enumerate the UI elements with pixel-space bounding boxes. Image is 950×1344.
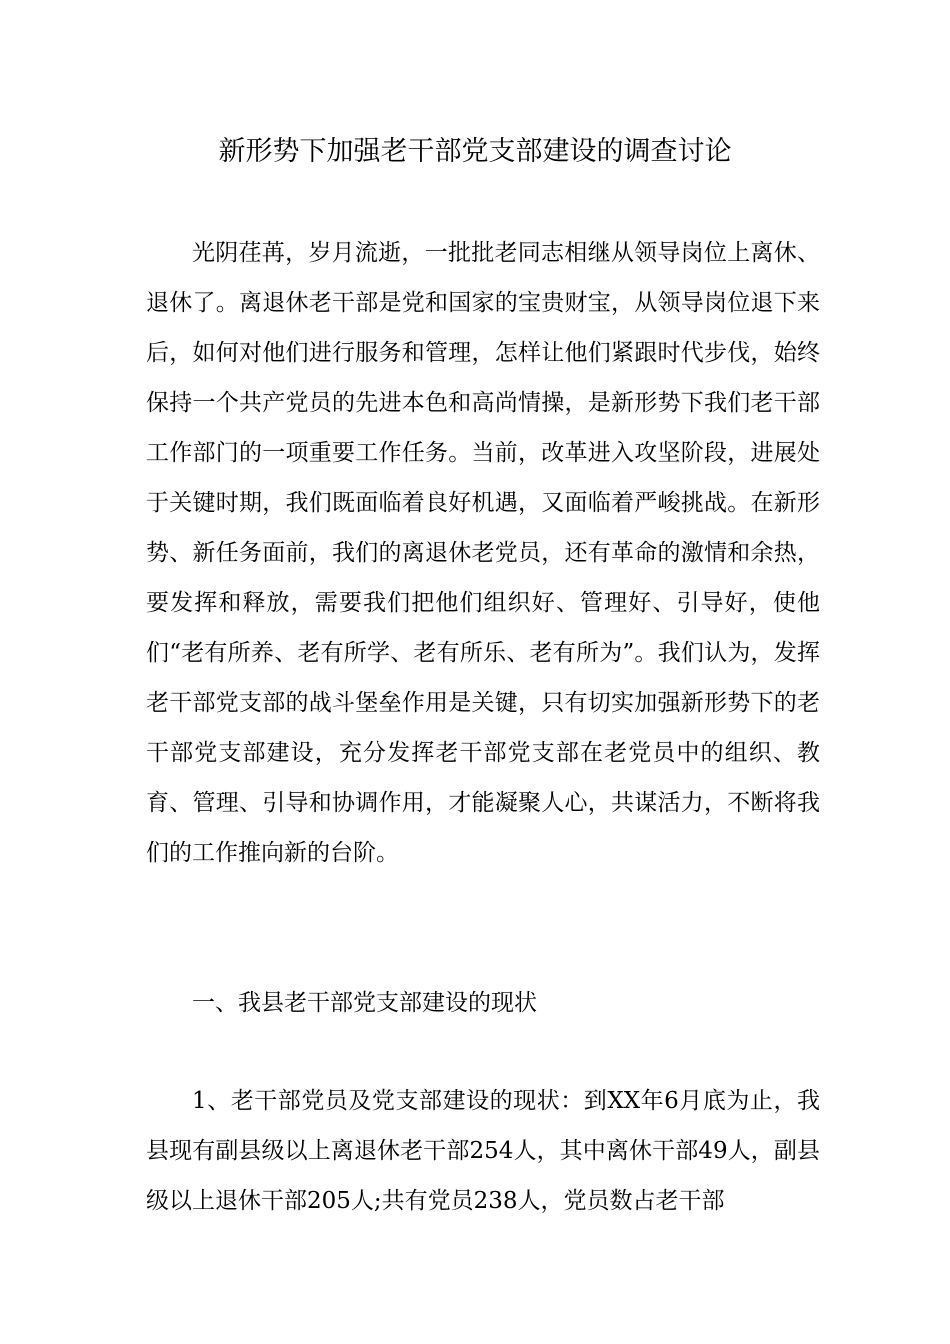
document-title: 新形势下加强老干部党支部建设的调查讨论 xyxy=(218,136,732,167)
intro-paragraph: 光阴荏苒，岁月流逝，一批批老同志相继从领导岗位上离休、退休了。离退休老干部是党和国家的宝贵财宝，从领导岗位退下来后，如何对他们进行服务和管理，怎样让他们紧跟时代步伐，始终保持一个共产党员的先进本色和高尚情操，是新形势下我们老干部工作部门的一项重要工作任务。当前，改革进入攻坚阶段，进展处于关键时期，我们既面临着良好机遇，又面临着严峻挑战。在新形势、新任务面前，我们的离退休老党员，还有革命的激情和余热，要发挥和释放，需要我们把他们组织好、管理好、引导好，使他们“老有所养、老有所学、老有所乐、老有所为”。我们认为，发挥老干部党支部的战斗堡垒作用是关键，只有切实加强新形势下的老干部党支部建设，充分发挥老干部党支部在老党员中的组织、教育、管理、引导和协调作用，才能凝聚人心，共谋活力，不断将我们的工作推向新的台阶。 xyxy=(146,240,820,866)
section-paragraph: 1、老干部党员及党支部建设的现状：到XX年6月底为止，我县现有副县级以上离退休老干部254人，其中离休干部49人，副县级以上退休干部205人;共有党员238人，党员数占老干部 xyxy=(146,1088,820,1214)
section-heading: 一、我县老干部党支部建设的现状 xyxy=(192,990,537,1016)
